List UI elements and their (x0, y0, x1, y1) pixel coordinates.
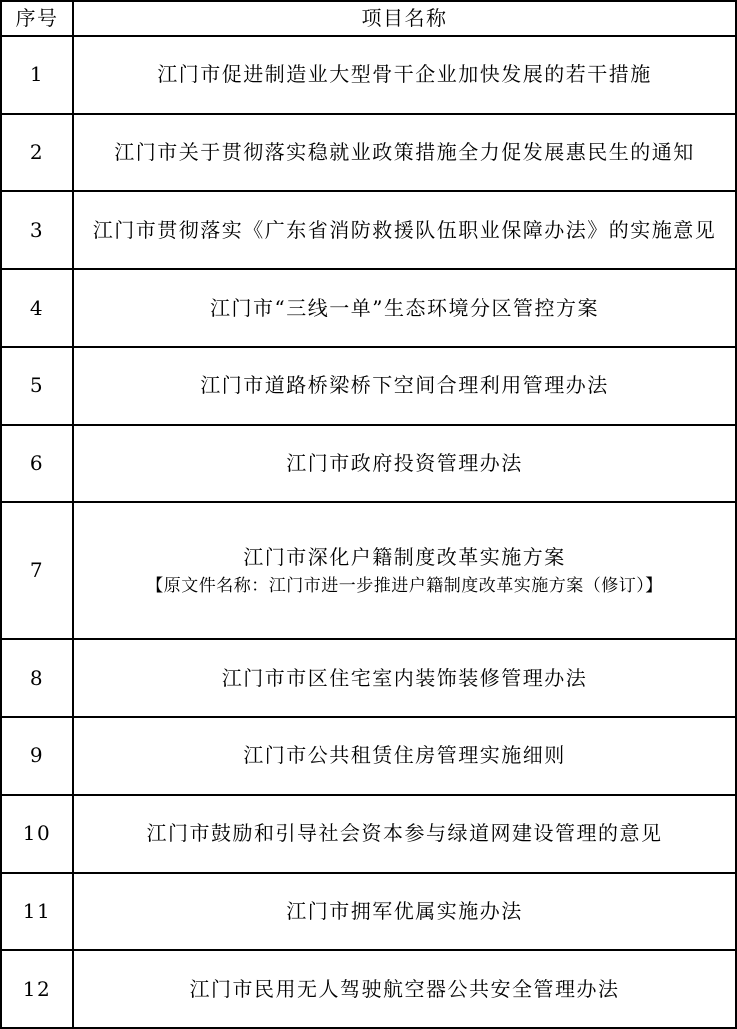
project-name-cell (73, 36, 736, 114)
table-row (1, 36, 736, 114)
row-index-cell: 2 (1, 114, 73, 192)
project-name: 江门市关于贯彻落实稳就业政策措施全力促发展惠民生的通知 (114, 140, 695, 165)
project-name-cell (73, 950, 736, 1028)
row-index-cell: 12 (1, 950, 73, 1028)
table-row (1, 502, 736, 639)
row-index-cell: 10 (1, 795, 73, 873)
project-name: 江门市深化户籍制度改革实施方案 (243, 545, 566, 570)
project-name: 江门市贯彻落实《广东省消防救援队伍职业保障办法》的实施意见 (92, 217, 717, 242)
row-index-cell: 11 (1, 873, 73, 951)
table-row (1, 950, 736, 1028)
row-index-cell: 4 (1, 269, 73, 347)
project-name: 江门市市区住宅室内装饰装修管理办法 (221, 665, 588, 690)
project-name: 江门市拥军优属实施办法 (286, 898, 523, 923)
project-name: 江门市民用无人驾驶航空器公共安全管理办法 (189, 976, 620, 1001)
project-name: 江门市“三线一单”生态环境分区管控方案 (210, 295, 599, 320)
row-index-cell: 8 (1, 639, 73, 717)
table-row (1, 191, 736, 269)
table-row (1, 717, 736, 795)
row-index-cell: 5 (1, 347, 73, 425)
project-name: 江门市公共租赁住房管理实施细则 (243, 743, 566, 768)
project-name-cell (73, 114, 736, 192)
project-name: 江门市鼓励和引导社会资本参与绿道网建设管理的意见 (146, 821, 663, 846)
header-index: 序号 (1, 1, 73, 36)
project-name-note: 【原文件名称：江门市进一步推进户籍制度改革实施方案（修订）】 (146, 576, 663, 597)
row-index-cell: 6 (1, 425, 73, 503)
project-name-cell (73, 795, 736, 873)
table-row (1, 873, 736, 951)
project-name: 江门市道路桥梁桥下空间合理利用管理办法 (200, 373, 609, 398)
project-name-cell (73, 717, 736, 795)
table-row (1, 269, 736, 347)
row-index-cell: 9 (1, 717, 73, 795)
table-row (1, 639, 736, 717)
project-name-cell (73, 425, 736, 503)
header-project-name: 项目名称 (73, 1, 736, 36)
project-name-cell (73, 347, 736, 425)
row-index-cell: 3 (1, 191, 73, 269)
project-name-cell (73, 269, 736, 347)
table-row (1, 114, 736, 192)
table-row (1, 347, 736, 425)
row-index-cell: 7 (1, 502, 73, 639)
table-header-row (1, 1, 736, 36)
project-name: 江门市政府投资管理办法 (286, 451, 523, 476)
table-body (1, 36, 736, 1028)
project-name-cell (73, 502, 736, 639)
table-row (1, 795, 736, 873)
project-name: 江门市促进制造业大型骨干企业加快发展的若干措施 (157, 62, 652, 87)
project-name-cell (73, 191, 736, 269)
row-index-cell: 1 (1, 36, 73, 114)
project-name-cell (73, 639, 736, 717)
table-row (1, 425, 736, 503)
project-name-cell (73, 873, 736, 951)
